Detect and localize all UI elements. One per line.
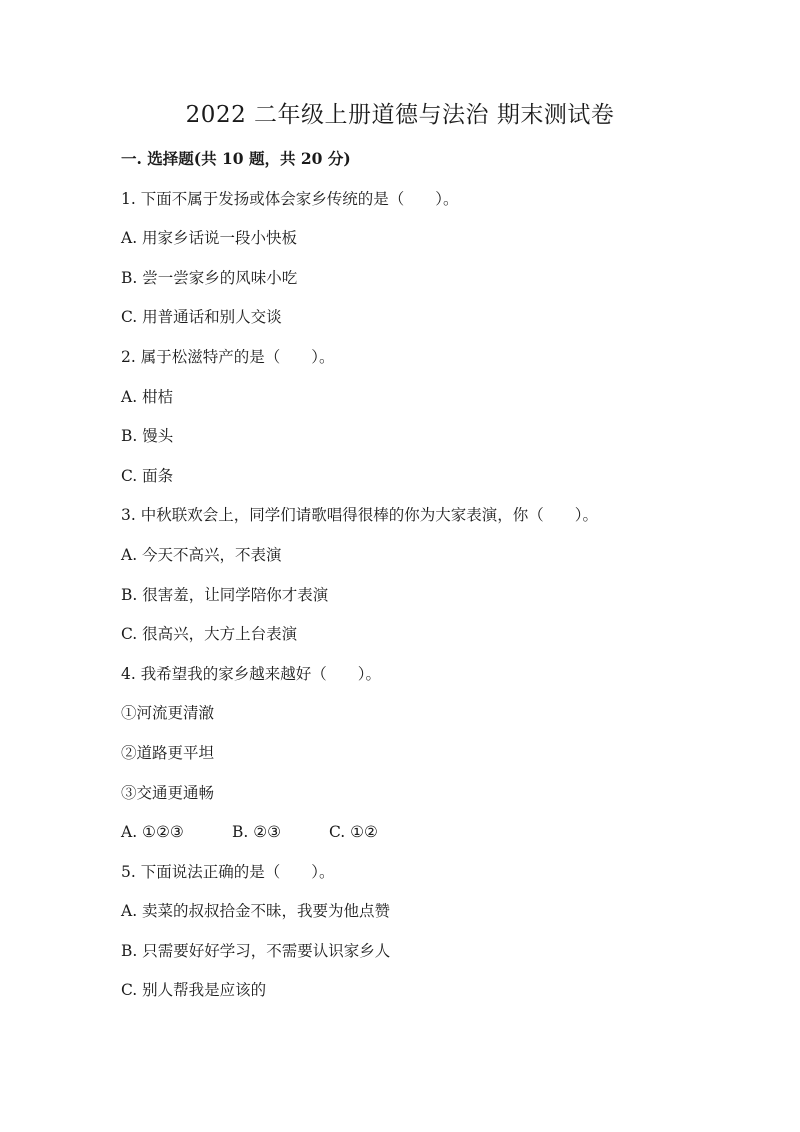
question-4-item-3: ③交通更通畅	[121, 783, 215, 802]
section-heading: 一. 选择题(共 10 题，共 20 分)	[121, 149, 351, 168]
question-4-item-1: ①河流更清澈	[121, 704, 215, 723]
question-4-option-c: C. ①②	[329, 823, 378, 842]
exam-content	[121, 149, 761, 1020]
question-2-option-a: A. 柑桔	[121, 387, 174, 406]
question-4-option-b: B. ②③	[232, 823, 282, 842]
question-2-option-b: B. 馒头	[121, 427, 174, 446]
exam-title: 2022 二年级上册道德与法治 期末测试卷	[185, 102, 615, 128]
question-3-option-c: C. 很高兴，大方上台表演	[121, 625, 298, 644]
question-1-stem: 1. 下面不属于发扬或体会家乡传统的是（ ）。	[121, 189, 459, 208]
question-5-stem: 5. 下面说法正确的是（ ）。	[121, 862, 335, 881]
question-3-option-b: B. 很害羞，让同学陪你才表演	[121, 585, 329, 604]
question-4-options	[121, 822, 761, 862]
question-5-option-c: C. 别人帮我是应该的	[121, 981, 267, 1000]
question-1-option-b: B. 尝一尝家乡的风味小吃	[121, 268, 298, 287]
question-4-stem: 4. 我希望我的家乡越来越好（ ）。	[121, 664, 381, 683]
question-3-stem: 3. 中秋联欢会上，同学们请歌唱得很棒的你为大家表演，你（ ）。	[121, 506, 598, 525]
question-4-option-a: A. ①②③	[121, 823, 184, 842]
question-2-stem: 2. 属于松滋特产的是（ ）。	[121, 347, 335, 366]
question-1-option-a: A. 用家乡话说一段小快板	[121, 229, 298, 248]
question-5-option-a: A. 卖菜的叔叔拾金不昧，我要为他点赞	[121, 902, 391, 921]
question-5-option-b: B. 只需要好好学习，不需要认识家乡人	[121, 941, 391, 960]
question-4-item-2: ②道路更平坦	[121, 743, 215, 762]
question-3-option-a: A. 今天不高兴，不表演	[121, 545, 282, 564]
question-1-option-c: C. 用普通话和别人交谈	[121, 308, 282, 327]
question-2-option-c: C. 面条	[121, 466, 174, 485]
